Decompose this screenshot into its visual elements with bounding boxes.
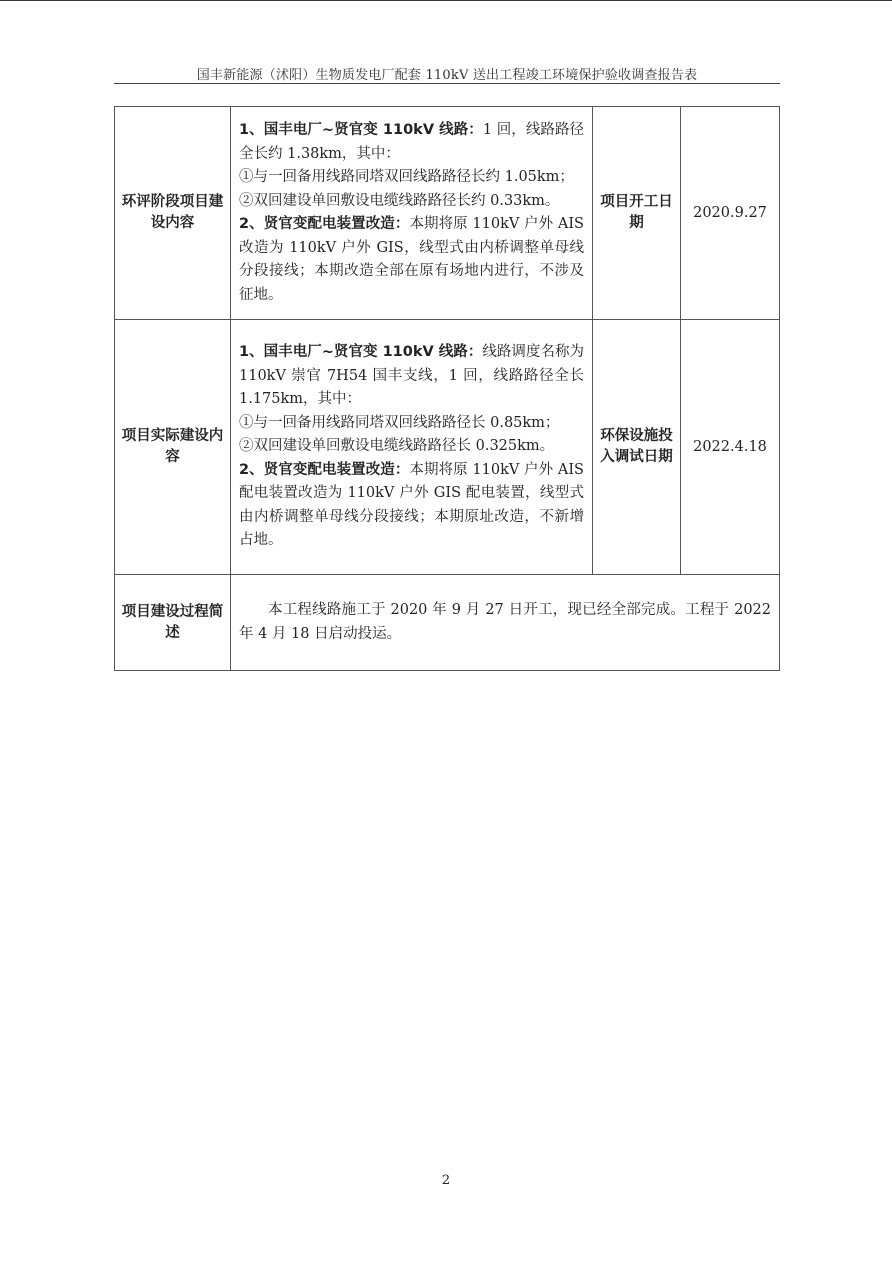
header-divider bbox=[114, 83, 780, 84]
table-row-eia-content bbox=[115, 107, 780, 320]
row-label-actual-content: 项目实际建设内容 bbox=[115, 320, 231, 575]
top-border-line bbox=[0, 0, 892, 1]
actual-item2 bbox=[239, 459, 584, 553]
commissioning-date-label: 环保设施投入调试日期 bbox=[593, 320, 681, 575]
actual-item2-title: 2、贤官变配电装置改造： bbox=[239, 461, 410, 478]
start-date-label: 项目开工日期 bbox=[593, 107, 681, 320]
process-summary-text: 本工程线路施工于 2020 年 9 月 27 日开工，现已经全部完成。工程于 2022 年 4 月 18 日启动投运。 bbox=[231, 575, 780, 671]
eia-item1-title: 1、国丰电厂~贤官变 110kV 线路： bbox=[239, 122, 483, 138]
eia-item1-sub1: ①与一回备用线路同塔双回线路路径长约 1.05km； bbox=[239, 169, 574, 185]
actual-item2-text: 本期将原 110kV 户外 AIS 配电装置改造为 110kV 户外 GIS 配电装置，线型式由内桥调整单母线分段接线；本期原址改造，不新增占地。 bbox=[239, 461, 584, 549]
table-row-process-summary bbox=[115, 575, 780, 671]
eia-item1-sub2: ②双回建设单回敷设电缆线路路径长约 0.33km。 bbox=[239, 192, 560, 209]
table-row-actual-content bbox=[115, 320, 780, 575]
page-header-title: 国丰新能源（沭阳）生物质发电厂配套 110kV 送出工程竣工环境保护验收调查报告表 bbox=[196, 68, 698, 83]
actual-item1-sub2: ②双回建设单回敷设电缆线路路径长 0.325km。 bbox=[239, 438, 555, 455]
actual-item1-title: 1、国丰电厂~贤官变 110kV 线路： bbox=[239, 344, 483, 361]
eia-content-cell bbox=[231, 107, 593, 320]
page-number: 2 bbox=[441, 1173, 451, 1188]
eia-item2-title: 2、贤官变配电装置改造： bbox=[239, 216, 410, 232]
row-label-eia-content: 环评阶段项目建设内容 bbox=[115, 107, 231, 320]
eia-item1-text: 1 回，线路路径全长约 1.38km，其中： bbox=[239, 122, 585, 162]
actual-content-cell bbox=[231, 320, 593, 575]
actual-item1 bbox=[239, 341, 584, 412]
actual-item1-text: 线路调度名称为 110kV 崇官 7H54 国丰支线，1 回，线路路径全长 1.175km，其中： bbox=[239, 344, 585, 408]
row-label-process-summary: 项目建设过程简述 bbox=[115, 575, 231, 671]
actual-item1-sub1: ①与一回备用线路同塔双回线路路径长 0.85km； bbox=[239, 414, 560, 431]
report-table bbox=[114, 106, 780, 671]
eia-item2-text: 本期将原 110kV 户外 AIS 改造为 110kV 户外 GIS，线型式由内桥调整单母线分段接线；本期改造全部在原有场地内进行，不涉及征地。 bbox=[239, 216, 584, 303]
commissioning-date-value: 2022.4.18 bbox=[681, 320, 780, 575]
start-date-value: 2020.9.27 bbox=[681, 107, 780, 320]
eia-item1 bbox=[239, 119, 584, 166]
eia-item2 bbox=[239, 213, 584, 307]
